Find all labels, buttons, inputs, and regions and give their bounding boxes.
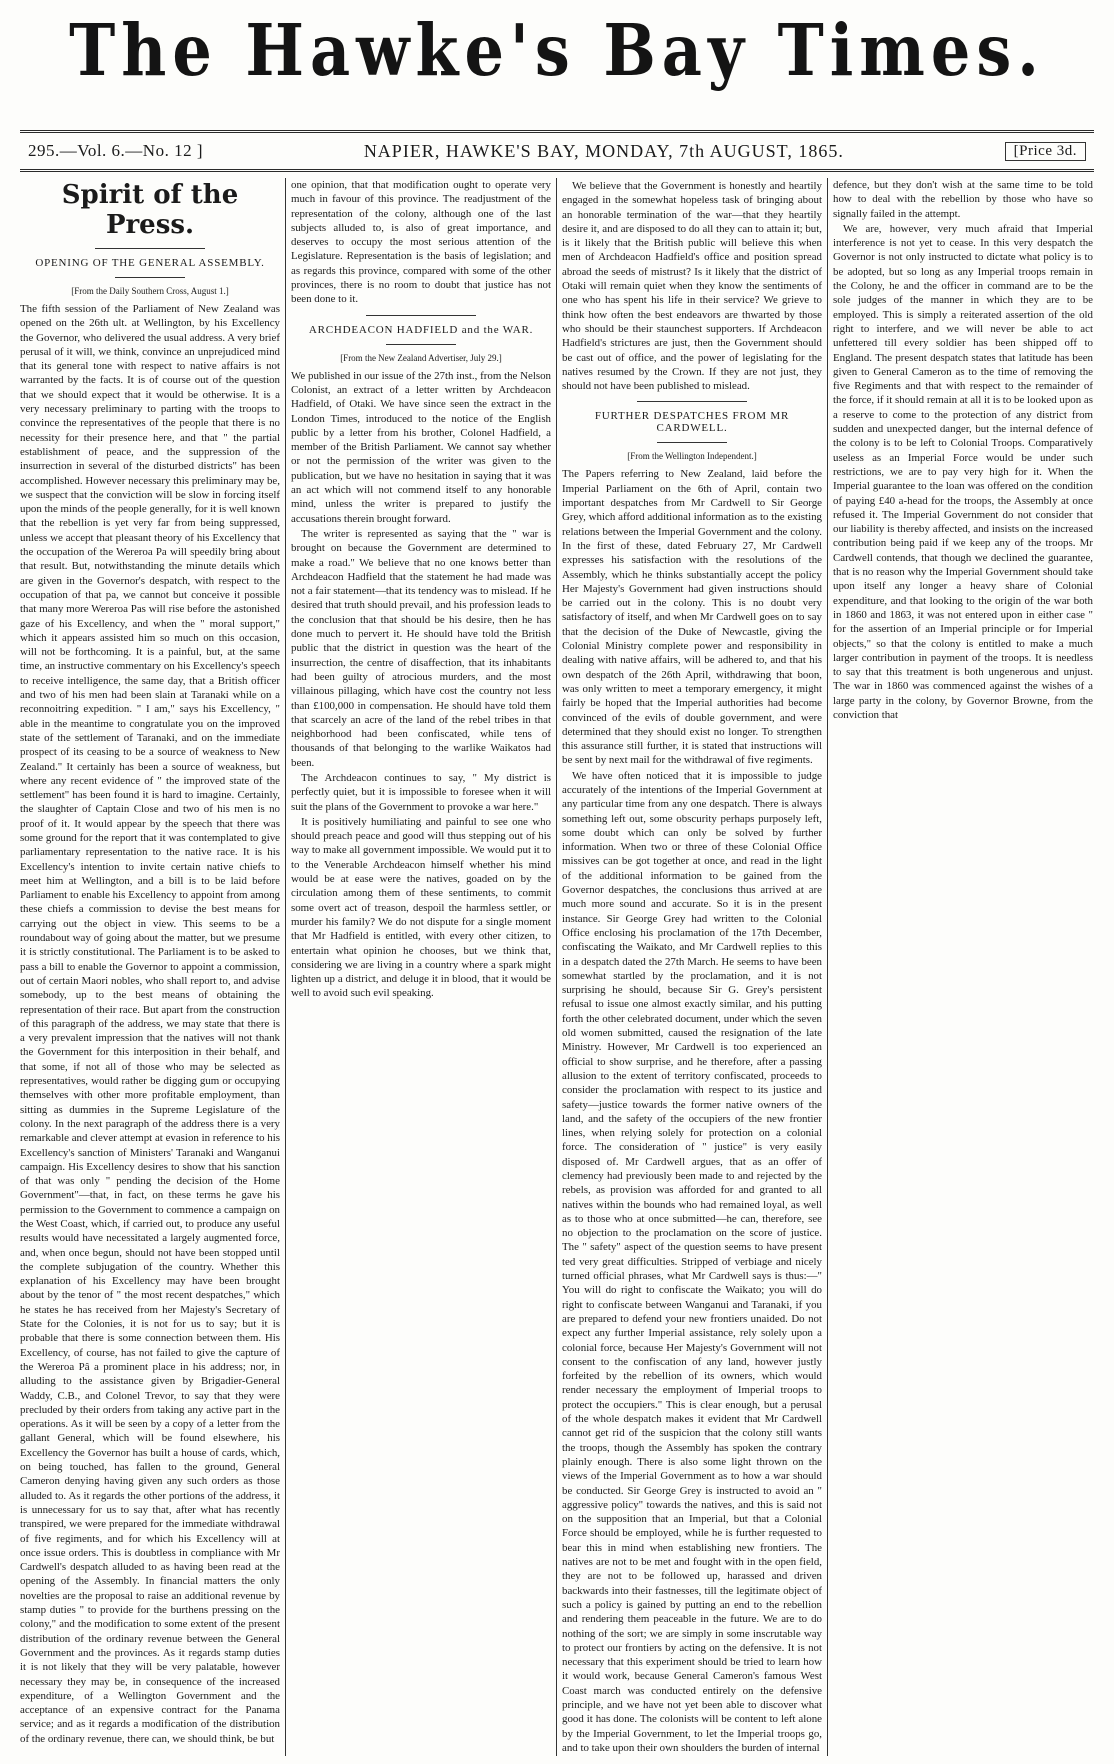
column-4	[833, 178, 1093, 1756]
article-paragraph: We believe that the Government is honestly and heartily engaged in the somewhat hopeless task of bringing about an honorable termination of the war—that they heartily desire it, and are disposed to do all they can to attain it; but, is it likely that the British public will believe this when men of Archdeacon Hadfield's office and position spread abroad the seeds of mistrust? Is it likely that the district of Otaki will remain quiet when they know the sentiments of one who has spent his life in their service? We grieve to think how often the best endeavors are thwarted by those who should be their staunchest supporters. If Archdeacon Hadfield's strictures are just, then the Government should be cast out of office, and the power of legislating for the natives resumed by the Crown. If they are not just, they should not have been published to mislead.	[562, 180, 822, 393]
dateline: NAPIER, HAWKE'S BAY, MONDAY, 7th AUGUST, 1865.	[363, 140, 844, 161]
article-headline: ARCHDEACON HADFIELD and the WAR.	[308, 323, 534, 336]
column-rule	[827, 178, 828, 1756]
article-source: [From the Daily Southern Cross, August 1.]	[71, 286, 229, 296]
column-2	[291, 178, 551, 1756]
divider	[386, 344, 456, 345]
column-rule	[285, 178, 286, 1756]
column-3	[562, 178, 822, 1756]
article-columns	[20, 178, 1094, 1756]
divider	[657, 442, 727, 443]
article-paragraph-continued: one opinion, that that modification ought to operate very much in favour of this province. The readjustment of the representation of the colony, although one of the last subjects alluded to, is also of great importance, and deserves to occupy the most serious attention of the Legislature. Representation is the basis of legislation; and as regards this province, compared with some of the other provinces, there is no room to doubt that justice has not been done to it.	[291, 179, 551, 306]
article-paragraph: We have often noticed that it is impossible to judge accurately of the intentions of the Imperial Government at any particular time from any one despatch. There is always something left out, some obscurity perhaps purposely left, some doubt which can only be solved by further information. When two or three of these Colonial Office missives can be got together at once, and read in the light of the additional information to be gained from the Governor despatches, the conclusions thus arrived at are much more sound and accurate. So it is in the present instance. Sir George Grey had written to the Colonial Office enclosing his proclamation of the 17th December, confiscating the Waikato, and Mr Cardwell replies to this in a despatch dated the 27th March. He seems to have been somewhat startled by the proclamation, and it is not surprising he should, because Sir G. Grey's persistent refusal to issue one almost exactly similar, and his putting forth the other celebrated document, under which the seven old women submitted, caused the resignation of the late Ministry. However, Mr Cardwell is too experienced an official to show surprise, and he therefore, after a passing allusion to the extent of territory confiscated, proceeds to consider the proclamation with respect to its justice and safety—justice towards the former native owners of the land, and the safety of the occupiers of the new frontier lines, when relying solely for protection on a colonial force. The consideration of " justice" is very easily disposed of. Mr Cardwell argues, that as an offer of clemency had previously been made to and rejected by the rebels, as provision was afforded for and granted to all natives within the bounds who had remained loyal, as well as to those who at once submitted—he can, therefore, see no objection to the proclamation on the score of justice. The " safety" aspect of the question seems to have present ted very great difficulties. Stripped of verbiage and nicely turned official phrases, what Mr Cardwell says is thus:—" You will do right to confiscate the Waikato; you will do right to confiscate between Wanganui and Taranaki, if you are prepared to defend your new frontiers unaided. Do not expect any further Imperial assistance, rely solely upon a colonial force, because Her Majesty's Government will not consent to the confiscation of any land, however justly forfeited by the rebellion of its owners, which would render necessary the employment of Imperial troops to protect the occupiers." This is clear enough, but a perusal of the whole despatch makes it evident that Mr Cardwell cannot get rid of the suspicion that the colony still wants the troops, though the Assembly has spoken the contrary plainly enough. There is also some light thrown on the views of the Imperial Government as to how a war should be conducted. Sir George Grey is instructed to avoid an " aggressive policy" towards the natives, and this is said not on the supposition that an Imperial, but that a Colonial Force should be employed, while he is further requested to bear this in mind when establishing new frontiers. The natives are not to be met and fought with in the open field, they are not to be followed up, harassed and driven backwards into their fastnesses, till the legitimate object of such a policy is gained by putting an end to the rebellion and rendering them peaceable in the future. We are to do nothing of the sort; we are simply in some inscrutable way to protect our frontiers by acting on the defensive. It is not necessary that this experiment should be tried to learn how it would work, because General Cameron's famous West Coast march was conducted entirely on the defensive principle, and we have not yet been able to discover what good it has done. The colonists will be content to left alone by the Imperial Government, to let the Imperial troops go, and to take upon their own shoulders the burden of internal	[562, 769, 822, 1754]
article-source: [From the Wellington Independent.]	[627, 451, 757, 462]
article-headline: FURTHER DESPATCHES FROM MR CARDWELL.	[594, 410, 790, 435]
masthead	[0, 0, 1114, 118]
column-rule	[556, 178, 557, 1756]
article-paragraph: The fifth session of the Parliament of New Zealand was opened on the 26th ult. at Wellington, by his Excellency the Governor, who delivered the usual address. A very brief perusal of it will, we think, convince an unprejudiced mind that its general tone with respect to native affairs is not warranted by the facts. It is of course out of the question that we should expect that it would be otherwise. It is a very necessary preliminary to parting with the troops to convince the representatives of the people that there is no necessity for their presence here, and that " the partial establishment of peace, and the suppression of the insurrection in several of the disturbed districts" has been accomplished. However necessary this preliminary may be, we suspect that the conviction will be slow in forcing itself upon the minds of the people generally, for it is well known that the rebellion is yet very far from being suppressed, unless we accept that pleasant theory of his Excellency that the occupation of the Wereroa Pa will speedily bring about that result. But, notwithstanding the minute details which are given in the Governor's despatch, with respect to the occupation of that pa, we cannot but conceive it possible that many more Wereroa Pas will rise before the astonished gaze of his Excellency, and when the " moral support," which it appears assisted him so much on this occasion, will not be forthcoming. It is a painful, but, at the same time, an instructive commentary on his Excellency's speech to receive intelligence, the same day, that a British officer and two of his men had been slain at Taranaki while on a reconnoitring expedition. " I am," says his Excellency, " able in the meantime to congratulate you on the improved state of the settlement of Taranaki, and on the immediate prospect of its ceasing to be a source of weakness to New Zealand." It certainly has been a source of weakness, but where any recent evidence of " the improved state of the settlement" has been found it is hard to imagine. Certainly, the slaughter of Captain Close and two of his men is no proof of it. It would appear by the speech that there was some ground for the report that it was contemplated to give parliamentary representation to the native race. It is his Excellency's intention to invite certain native chiefs to meet him at Wellington, and a bill is to be laid before Parliament to enable his Excellency to appoint from among these chiefs a commission to devise the best means for carrying out the object in view. This seems to be a roundabout way of going about the matter, but we presume it is strictly constitutional. The Parliament is to be asked to pass a bill to enable the Governor to appoint a commission, out of certain Maori nobles, who shall report to, and advise somebody, up to the best means of obtaining the representation of their race. But apart from the construction of this paragraph of the address, we may state that there is a very prevalent impression that the natives will not thank the Government for this interposition in their behalf, and that some, if not all of those who may be selected as representatives, would rather be digging gum or occupying themselves with other more profitable employment, than sitting as dummies in the Supreme Legislature of the colony. In the next paragraph of the address there is a very remarkable and clever attempt at evasion in reference to his Excellency's sanction of Ministers' Taranaki and Wanganui campaign. His Excellency desires to show that his sanction of that was only " pending the decision of the Home Government"—that, in fact, on these terms he gave his permission to the Government to commence a campaign on the West Coast, which, if carried out, to produce any useful results would have necessitated a largely augmented force, and, when once begun, should not have been stopped until the complete subjugation of the country. Whether this explanation of his Excellency may have been brought about by the tenor of " the most recent despatches," which he states he has received from her Majesty's Secretary of State for the Colonies, it is not for us to say; but it is probable that there is some connection between them. His Excellency, of course, has not failed to give the capture of the Wereroa Pâ a prominent place in his address; nor, in alluding to the assistance given by Brigadier-General Waddy, C.B., and Colonel Trevor, to say that they were precluded by their orders from taking any active part in the operations. As it will be seen by a copy of a letter from the gallant General, which will be found elsewhere, his Excellency the Governor has built a house of cards, which, on being touched, has fallen to the ground, General Cameron denying having given any such orders as those alluded to. As it regards the other portions of the address, it is unnecessary for us to say that, after what has recently transpired, we were prepared for the immediate withdrawal of five regiments, and for which his Excellency will at once issue orders. This is doubtless in compliance with Mr Cardwell's despatch alluded to as having been read at the opening of the Assembly. In financial matters the only novelties are the proposal to raise an additional revenue by stamp duties " to provide for the burthens pressing on the colony," and the modification to some extent of the present distribution of the ordinary revenue between the General Government and the provinces. As it regards stamp duties it is not likely that they will be very palatable, however necessary they may be, in consequence of the increased expenditure, of a Wellington Government and the acceptance of an expensive contract for the Panama service; and as it regards a modification of the distribution of the ordinary revenue, there can, we should think, be but	[20, 303, 280, 1745]
divider	[95, 248, 205, 249]
divider	[366, 315, 476, 316]
article-paragraph: The Papers referring to New Zealand, laid before the Imperial Parliament on the 6th of April, contain two important despatches from Mr Cardwell to Sir George Grey, which afford additional information as to the existing relations between the Imperial Government and the colony. In the first of these, dated February 27, Mr Cardwell expresses his satisfaction with the resolutions of the Assembly, which he thinks substantially accept the policy Her Majesty's Government had given instructions should be carried out in the colony. This is no doubt very satisfactory of itself, and when Mr Cardwell goes on to say that the decision of the Duke of Newcastle, giving the Colonial Ministry complete power and responsibility in dealing with native affairs, will be adhered to, and that his own despatch of the 26th April, withdrawing that boon, was only written to meet a temporary emergency, it might fairly be hoped that the Imperial authorities had become convinced of the evils of double government, and were determined that they should exist no longer. To strengthen this assurance still further, it is stated that instructions will be sent by next mail for the withdrawal of five regiments.	[562, 468, 822, 767]
article-headline: OPENING OF THE GENERAL ASSEMBLY.	[35, 257, 265, 269]
article-paragraph-continued: defence, but they don't wish at the same time to be told how to deal with the rebellion by those who have so signally failed in the attempt.	[833, 179, 1093, 220]
issue-number: 295.—Vol. 6.—No. 12 ]	[28, 141, 203, 160]
article-paragraph: It is positively humiliating and painful to see one who should preach peace and good will thus stepping out of his way to make all government impossible. We would put it to to the Venerable Archdeacon himself whether his mind would be at ease were the natives, goaded on by the circulation among them of these sentiments, to commit some overt act of treason, despoil the harmless settler, or murder his family? We do not dispute for a single moment that Mr Hadfield is entitled, with every other citizen, to entertain what opinion he chooses, but we think that, considering we are living in a country where a spark might lighten up a district, and deluge it in blood, that it would be well to avoid such evil speaking.	[291, 815, 551, 1000]
price-label: [Price 3d.	[1005, 142, 1086, 161]
article-paragraph: We published in our issue of the 27th inst., from the Nelson Colonist, an extract of a letter written by Archdeacon Hadfield, of Otaki. We have since seen the extract in the London Times, introduced to the notice of the English public by a letter from his brother, Colonel Hadfield, a member of the British Parliament. We cannot say whether or not the permission of the writer was given to the publication, but we have no hesitation in saying that it was an act which will not commend itself to any honorable mind, unless the writer is prepared to justify the accusations therein brought forward.	[291, 369, 551, 525]
issue-info-bar	[20, 130, 1094, 172]
column-1	[20, 178, 280, 1756]
divider	[115, 277, 185, 278]
newspaper-title: The Hawke's Bay Times.	[69, 8, 1045, 93]
article-paragraph: We are, however, very much afraid that Imperial interference is not yet to cease. In this very despatch the Governor is not only instructed to dictate what policy is to be adopted, but so long as any Imperial troops remain in the Colony, he and the officer in command are to be the sole judges of the manner in which they are to be employed. This is simply a reiterated assertion of the old right to interfere, and we will never be able to act unfettered till every soldier has been shipped off to England. The present despatch states that latitude has been given to General Cameron as to the time of removing the five Regiments and that with respect to the remainder of the force, if it should remain at all it is to be looked upon as a reserve to come to the protection of any district from sudden and unexpected danger, but the internal defence of the colony is to be left to Colonial Troops. Comparatively useless as an Imperial Force would be under such restrictions, we are to pay very high for it. When the Imperial guarantee to the loan was offered on the condition of paying £40 a-head for the troops, the Assembly at once refused it. The Imperial Government do not consider that our liability is thereby affected, and insists on the increased contribution being paid if we keep any of the troops. Mr Cardwell contends, that though we declined the guarantee, that is no reason why the Imperial Government should take upon itself any longer a heavy share of Colonial expenditure, and that looking to the origin of the war both in 1860 and 1863, it was not entered upon in either case " for the assertion of an Imperial principle or for Imperial objects," so that the colony is entitled to make a much larger contribution in payment of the troops. It is needless to say that this treatment is both ungenerous and unjust. The war in 1860 was commenced against the wishes of a large party in the colony, by Governor Browne, from the conviction that	[833, 222, 1093, 721]
section-title: Spirit of the Press.	[61, 180, 239, 240]
article-source: [From the New Zealand Advertiser, July 29.]	[340, 352, 502, 363]
article-paragraph: The writer is represented as saying that the " war is brought on because the Government are determined to make a road." We believe that no one knows better than Archdeacon Hadfield that the statement he had made was not a fair statement—that its tendency was to mislead. If he desired that truth should prevail, and his profession leads to the conclusion that that should be his desire, then he has done much to pervert it. He should have told the British public that the district in question was the heart of the insurrection, the centre of disaffection, that its inhabitants had been guilty of atrocious murders, and the most villainous pillaging, which have cost the country not less than £100,000 in compensation. He should have told them that scarcely an acre of the land of the rebel tribes in that neighborhood had been confiscated, while tens of thousands of that belonging to the warlike Waikatos had been.	[291, 527, 551, 769]
article-paragraph: The Archdeacon continues to say, " My district is perfectly quiet, but it is impossible to foresee when it will suit the plans of the Government to provoke a war here."	[291, 771, 551, 813]
divider	[637, 401, 747, 402]
